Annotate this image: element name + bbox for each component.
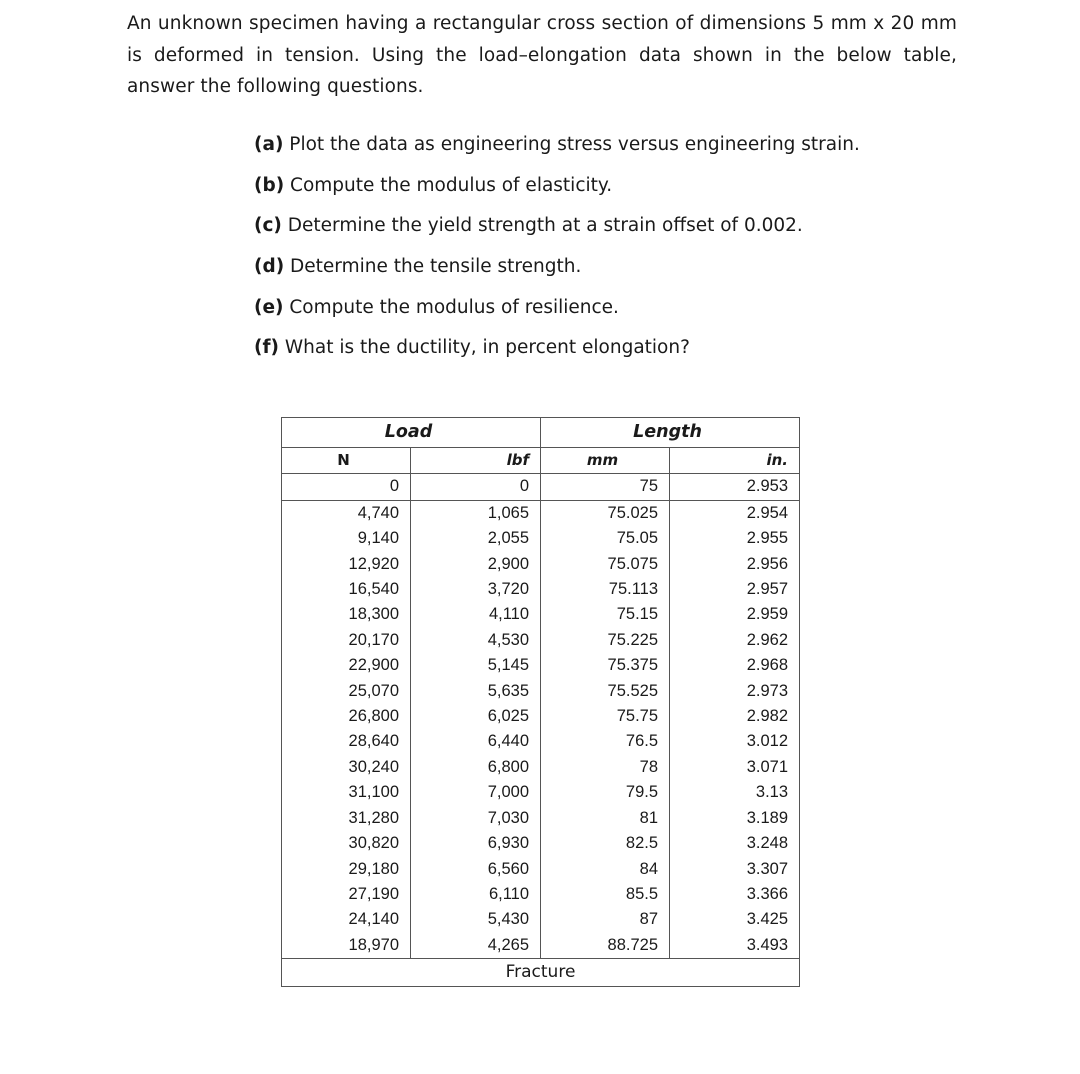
load-lbf-cell: 5,430 <box>411 907 541 932</box>
length-mm-cell: 75.113 <box>541 577 670 602</box>
table-row <box>282 474 800 500</box>
length-in-cell: 3.493 <box>670 933 800 959</box>
table-row <box>282 628 800 653</box>
length-in-cell: 3.425 <box>670 907 800 932</box>
length-mm-cell: 75.525 <box>541 679 670 704</box>
load-lbf-cell: 6,560 <box>411 857 541 882</box>
length-in-cell: 3.189 <box>670 806 800 831</box>
length-mm-cell: 75.05 <box>541 526 670 551</box>
question-item <box>254 331 860 372</box>
question-text: Compute the modulus of elasticity. <box>290 174 613 196</box>
load-lbf-cell: 6,440 <box>411 729 541 754</box>
question-label: (c) <box>254 215 282 237</box>
load-lbf-cell: 2,055 <box>411 526 541 551</box>
table-row <box>282 806 800 831</box>
table-row <box>282 933 800 959</box>
table-row <box>282 500 800 526</box>
load-lbf-cell: 7,030 <box>411 806 541 831</box>
unit-lbf-header: lbf <box>411 448 541 474</box>
length-in-cell: 3.071 <box>670 755 800 780</box>
unit-n-header: N <box>282 448 411 474</box>
load-n-cell: 0 <box>282 474 411 500</box>
load-n-cell: 31,280 <box>282 806 411 831</box>
length-in-cell: 2.955 <box>670 526 800 551</box>
load-lbf-cell: 7,000 <box>411 780 541 805</box>
load-n-cell: 30,240 <box>282 755 411 780</box>
length-mm-cell: 84 <box>541 857 670 882</box>
length-mm-cell: 85.5 <box>541 882 670 907</box>
load-n-cell: 29,180 <box>282 857 411 882</box>
fracture-label: Fracture <box>282 959 800 987</box>
load-n-cell: 12,920 <box>282 552 411 577</box>
length-mm-cell: 75.075 <box>541 552 670 577</box>
length-mm-cell: 79.5 <box>541 780 670 805</box>
question-label: (f) <box>254 337 279 359</box>
length-mm-cell: 75.375 <box>541 653 670 678</box>
length-in-cell: 2.959 <box>670 602 800 627</box>
load-n-cell: 20,170 <box>282 628 411 653</box>
table-row <box>282 552 800 577</box>
length-in-cell: 3.012 <box>670 729 800 754</box>
length-in-cell: 3.307 <box>670 857 800 882</box>
table-row <box>282 679 800 704</box>
load-n-cell: 28,640 <box>282 729 411 754</box>
load-lbf-cell: 6,800 <box>411 755 541 780</box>
problem-statement: An unknown specimen having a rectangular cross section of dimensions 5 mm x 20 mm is deformed in tension. Using the load–elongation data shown in the below table, answer the following questions. <box>127 13 957 97</box>
question-label: (b) <box>254 174 285 196</box>
unit-in-header: in. <box>670 448 800 474</box>
load-n-cell: 25,070 <box>282 679 411 704</box>
table-row <box>282 653 800 678</box>
load-lbf-cell: 5,145 <box>411 653 541 678</box>
length-mm-cell: 75.75 <box>541 704 670 729</box>
load-n-cell: 31,100 <box>282 780 411 805</box>
question-label: (d) <box>254 256 285 278</box>
question-label: (e) <box>254 296 284 318</box>
load-n-cell: 26,800 <box>282 704 411 729</box>
length-header: Length <box>541 418 800 448</box>
length-mm-cell: 82.5 <box>541 831 670 856</box>
load-n-cell: 18,300 <box>282 602 411 627</box>
load-n-cell: 18,970 <box>282 933 411 959</box>
question-text: Compute the modulus of resilience. <box>289 296 619 318</box>
length-in-cell: 3.248 <box>670 831 800 856</box>
table-row <box>282 526 800 551</box>
load-lbf-cell: 4,110 <box>411 602 541 627</box>
question-text: Determine the tensile strength. <box>290 256 582 278</box>
load-lbf-cell: 5,635 <box>411 679 541 704</box>
load-lbf-cell: 1,065 <box>411 500 541 526</box>
question-item <box>254 128 860 169</box>
load-lbf-cell: 2,900 <box>411 552 541 577</box>
length-in-cell: 2.968 <box>670 653 800 678</box>
length-mm-cell: 81 <box>541 806 670 831</box>
load-n-cell: 16,540 <box>282 577 411 602</box>
question-list <box>254 128 860 372</box>
length-in-cell: 2.962 <box>670 628 800 653</box>
load-n-cell: 22,900 <box>282 653 411 678</box>
load-n-cell: 30,820 <box>282 831 411 856</box>
load-lbf-cell: 4,530 <box>411 628 541 653</box>
load-n-cell: 9,140 <box>282 526 411 551</box>
length-mm-cell: 75.15 <box>541 602 670 627</box>
table-row <box>282 857 800 882</box>
length-mm-cell: 75.025 <box>541 500 670 526</box>
question-label: (a) <box>254 134 284 155</box>
length-in-cell: 2.956 <box>670 552 800 577</box>
table-row <box>282 704 800 729</box>
table-row <box>282 602 800 627</box>
table-row <box>282 831 800 856</box>
length-in-cell: 2.982 <box>670 704 800 729</box>
length-in-cell: 2.954 <box>670 500 800 526</box>
load-lbf-cell: 6,025 <box>411 704 541 729</box>
length-in-cell: 2.973 <box>670 679 800 704</box>
table-row <box>282 577 800 602</box>
table-row <box>282 780 800 805</box>
question-item <box>254 209 860 250</box>
load-header: Load <box>282 418 541 448</box>
table-row <box>282 882 800 907</box>
load-lbf-cell: 3,720 <box>411 577 541 602</box>
load-lbf-cell: 6,110 <box>411 882 541 907</box>
load-n-cell: 24,140 <box>282 907 411 932</box>
load-elongation-table <box>281 417 800 987</box>
load-lbf-cell: 4,265 <box>411 933 541 959</box>
length-in-cell: 3.366 <box>670 882 800 907</box>
unit-mm-header: mm <box>541 448 670 474</box>
load-lbf-cell: 6,930 <box>411 831 541 856</box>
question-text: Plot the data as engineering stress versus engineering strain. <box>289 134 860 155</box>
table-row <box>282 755 800 780</box>
question-item <box>254 291 860 332</box>
table-body <box>282 474 800 959</box>
load-n-cell: 27,190 <box>282 882 411 907</box>
length-in-cell: 2.953 <box>670 474 800 500</box>
length-mm-cell: 75 <box>541 474 670 500</box>
length-mm-cell: 78 <box>541 755 670 780</box>
question-item <box>254 250 860 291</box>
length-mm-cell: 75.225 <box>541 628 670 653</box>
length-mm-cell: 76.5 <box>541 729 670 754</box>
table-row <box>282 907 800 932</box>
table-row <box>282 729 800 754</box>
load-n-cell: 4,740 <box>282 500 411 526</box>
question-text: What is the ductility, in percent elongation? <box>284 337 690 359</box>
load-lbf-cell: 0 <box>411 474 541 500</box>
length-mm-cell: 88.725 <box>541 933 670 959</box>
length-mm-cell: 87 <box>541 907 670 932</box>
question-item <box>254 169 860 210</box>
length-in-cell: 2.957 <box>670 577 800 602</box>
question-text: Determine the yield strength at a strain offset of 0.002. <box>287 215 803 237</box>
length-in-cell: 3.13 <box>670 780 800 805</box>
